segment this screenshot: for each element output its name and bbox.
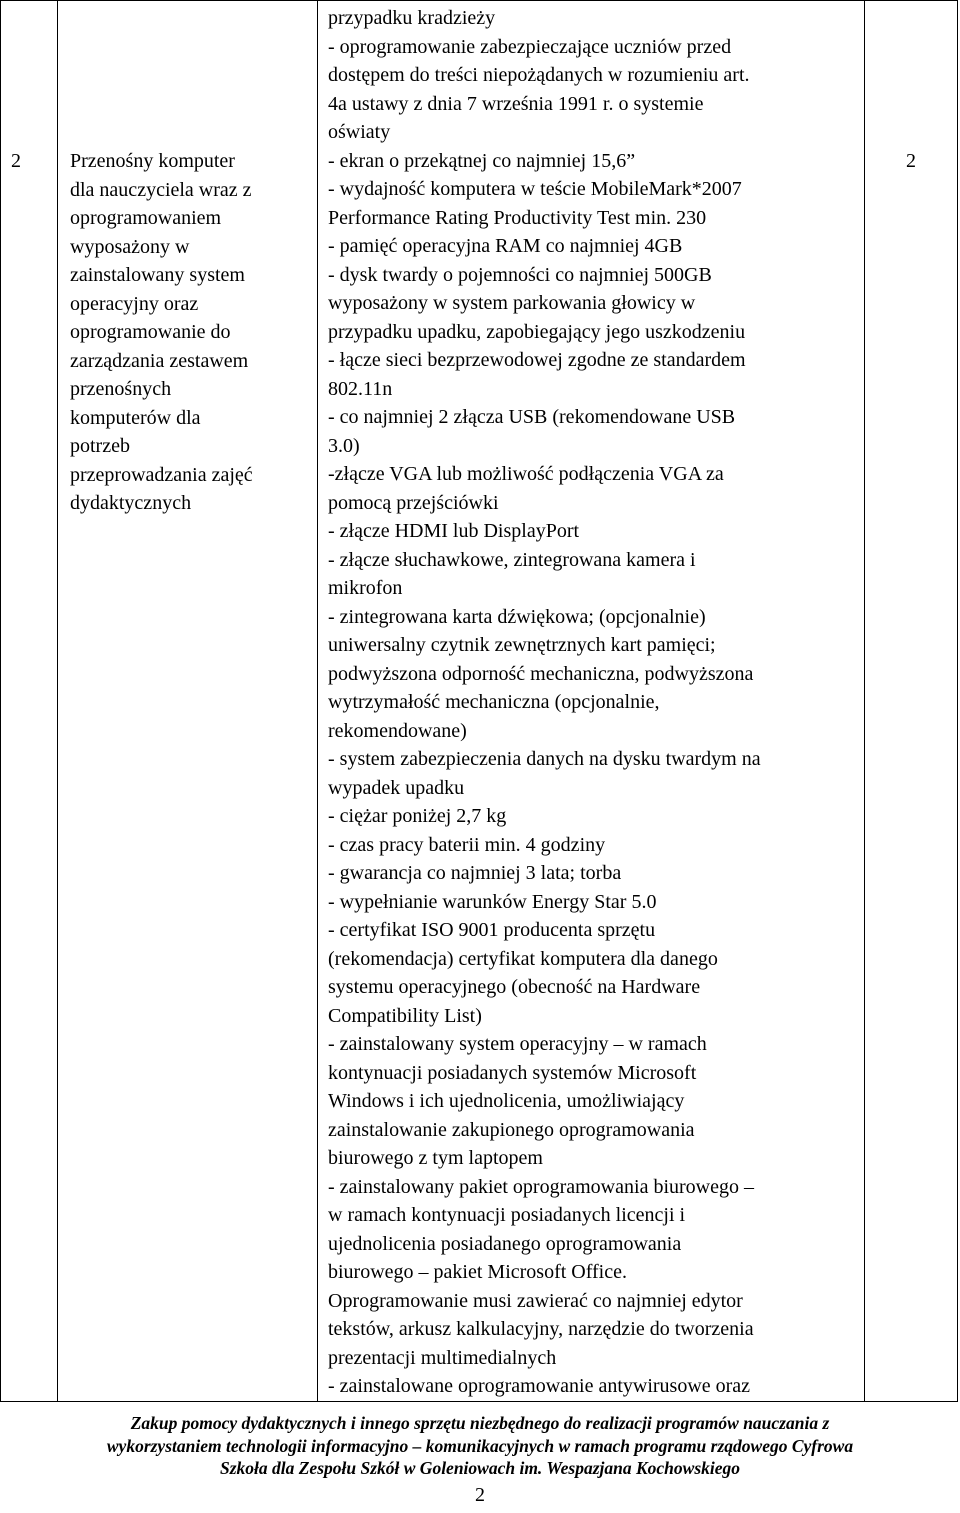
text-line: wykorzystaniem technologii informacyjno – komunikacyjnych w ramach programu rządowego Cyfrowa xyxy=(106,1435,854,1456)
text-line: oświaty xyxy=(328,121,391,143)
row-number-cell xyxy=(1,1,58,1402)
text-line: oprogramowaniem xyxy=(70,207,222,229)
text-line: - pamięć operacyjna RAM co najmniej 4GB xyxy=(328,235,683,257)
text-line: dydaktycznych xyxy=(70,492,192,514)
text-line: wytrzymałość mechaniczna (opcjonalnie, xyxy=(328,691,660,713)
row-number: 2 xyxy=(11,150,21,172)
text-line: systemu operacyjnego (obecność na Hardware xyxy=(328,976,701,998)
text-line: dla nauczyciela wraz z xyxy=(70,178,252,201)
text-line: - dysk twardy o pojemności co najmniej 500GB xyxy=(328,263,712,286)
item-specification-cell xyxy=(318,1,865,1402)
text-line: biurowego – pakiet Microsoft Office. xyxy=(328,1261,627,1283)
text-line: zainstalowany system xyxy=(70,264,245,286)
text-line: 3.0) xyxy=(328,434,360,457)
text-line: (rekomendacja) certyfikat komputera dla danego xyxy=(328,947,718,970)
text-line: - zainstalowany system operacyjny – w ramach xyxy=(328,1033,707,1055)
text-line: - łącze sieci bezprzewodowej zgodne ze standardem xyxy=(328,349,746,371)
text-line: pomocą przejściówki xyxy=(328,491,499,514)
text-line: komputerów dla xyxy=(70,406,201,429)
item-name-cell xyxy=(58,1,318,1402)
text-line: 802.11n xyxy=(328,377,393,400)
text-line: wyposażony w xyxy=(70,235,190,258)
text-line: w ramach kontynuacji posiadanych licencji i xyxy=(328,1204,686,1226)
text-line: zarządzania zestawem xyxy=(70,349,249,372)
page-footer xyxy=(0,1412,960,1480)
page-number: 2 xyxy=(475,1484,485,1506)
text-line: - ekran o przekątnej co najmniej 15,6” xyxy=(328,149,636,172)
text-line: Oprogramowanie musi zawierać co najmniej edytor xyxy=(328,1289,743,1312)
text-line: - zintegrowana karta dźwiękowa; (opcjonalnie) xyxy=(328,605,706,628)
text-line: - certyfikat ISO 9001 producenta sprzętu xyxy=(328,919,656,941)
table-row xyxy=(1,1,958,1402)
text-line: operacyjny oraz xyxy=(70,292,199,315)
text-line: Szkoła dla Zespołu Szkół w Goleniowach im. Wespazjana Kochowskiego xyxy=(219,1458,741,1478)
text-line: Performance Rating Productivity Test min. 230 xyxy=(328,206,707,229)
text-line: - co najmniej 2 złącza USB (rekomendowane USB xyxy=(328,406,736,428)
text-line: rekomendowane) xyxy=(328,719,467,742)
quantity-cell xyxy=(865,1,958,1402)
text-line: ujednolicenia posiadanego oprogramowania xyxy=(328,1232,682,1255)
text-line: przypadku upadku, zapobiegający jego uszkodzeniu xyxy=(328,320,746,343)
text-line: - zainstalowany pakiet oprogramowania biurowego – xyxy=(328,1175,754,1198)
text-line: mikrofon xyxy=(328,577,403,599)
text-line: wypadek upadku xyxy=(328,776,465,799)
text-line: prezentacji multimedialnych xyxy=(328,1346,557,1369)
text-line: zainstalowanie zakupionego oprogramowania xyxy=(328,1118,695,1141)
text-line: - zainstalowane oprogramowanie antywirusowe oraz xyxy=(328,1375,751,1397)
text-line: - system zabezpieczenia danych na dysku twardym na xyxy=(328,748,761,770)
text-line: - czas pracy baterii min. 4 godziny xyxy=(328,833,606,856)
text-line: 4a ustawy z dnia 7 września 1991 r. o systemie xyxy=(328,92,704,115)
text-line: potrzeb xyxy=(70,435,130,457)
text-line: - wypełnianie warunków Energy Star 5.0 xyxy=(328,890,657,913)
text-line: Przenośny komputer xyxy=(70,150,235,172)
text-line: - złącze HDMI lub DisplayPort xyxy=(328,520,580,542)
text-line: przypadku kradzieży xyxy=(328,7,496,29)
text-line: Zakup pomocy dydaktycznych i innego sprzętu niezbędnego do realizacji programów nauczania z xyxy=(130,1413,830,1433)
text-line: - ciężar poniżej 2,7 kg xyxy=(328,805,507,827)
text-line: tekstów, arkusz kalkulacyjny, narzędzie do tworzenia xyxy=(328,1318,754,1340)
text-line: - wydajność komputera w teście MobileMark*2007 xyxy=(328,178,742,200)
text-line: Compatibility List) xyxy=(328,1004,482,1027)
text-line: podwyższona odporność mechaniczna, podwyższona xyxy=(328,662,754,685)
text-line: przeprowadzania zajęć xyxy=(70,463,253,486)
text-line: Windows i ich ujednolicenia, umożliwiający xyxy=(328,1090,685,1112)
item-name xyxy=(70,147,313,518)
quantity: 2 xyxy=(906,150,916,172)
text-line: biurowego z tym laptopem xyxy=(328,1147,543,1169)
text-line: dostępem do treści niepożądanych w rozumieniu art. xyxy=(328,64,750,86)
text-line: przenośnych xyxy=(70,378,172,400)
text-line: - oprogramowanie zabezpieczające uczniów przed xyxy=(328,35,732,58)
text-line: oprogramowanie do xyxy=(70,321,231,343)
text-line: -złącze VGA lub możliwość podłączenia VGA za xyxy=(328,463,724,485)
text-line: uniwersalny czytnik zewnętrznych kart pamięci; xyxy=(328,634,716,656)
text-line: - gwarancja co najmniej 3 lata; torba xyxy=(328,862,622,884)
item-specification xyxy=(328,4,856,1401)
text-line: wyposażony w system parkowania głowicy w xyxy=(328,292,696,314)
text-line: - złącze słuchawkowe, zintegrowana kamera i xyxy=(328,548,696,571)
text-line: kontynuacji posiadanych systemów Microsoft xyxy=(328,1061,697,1084)
